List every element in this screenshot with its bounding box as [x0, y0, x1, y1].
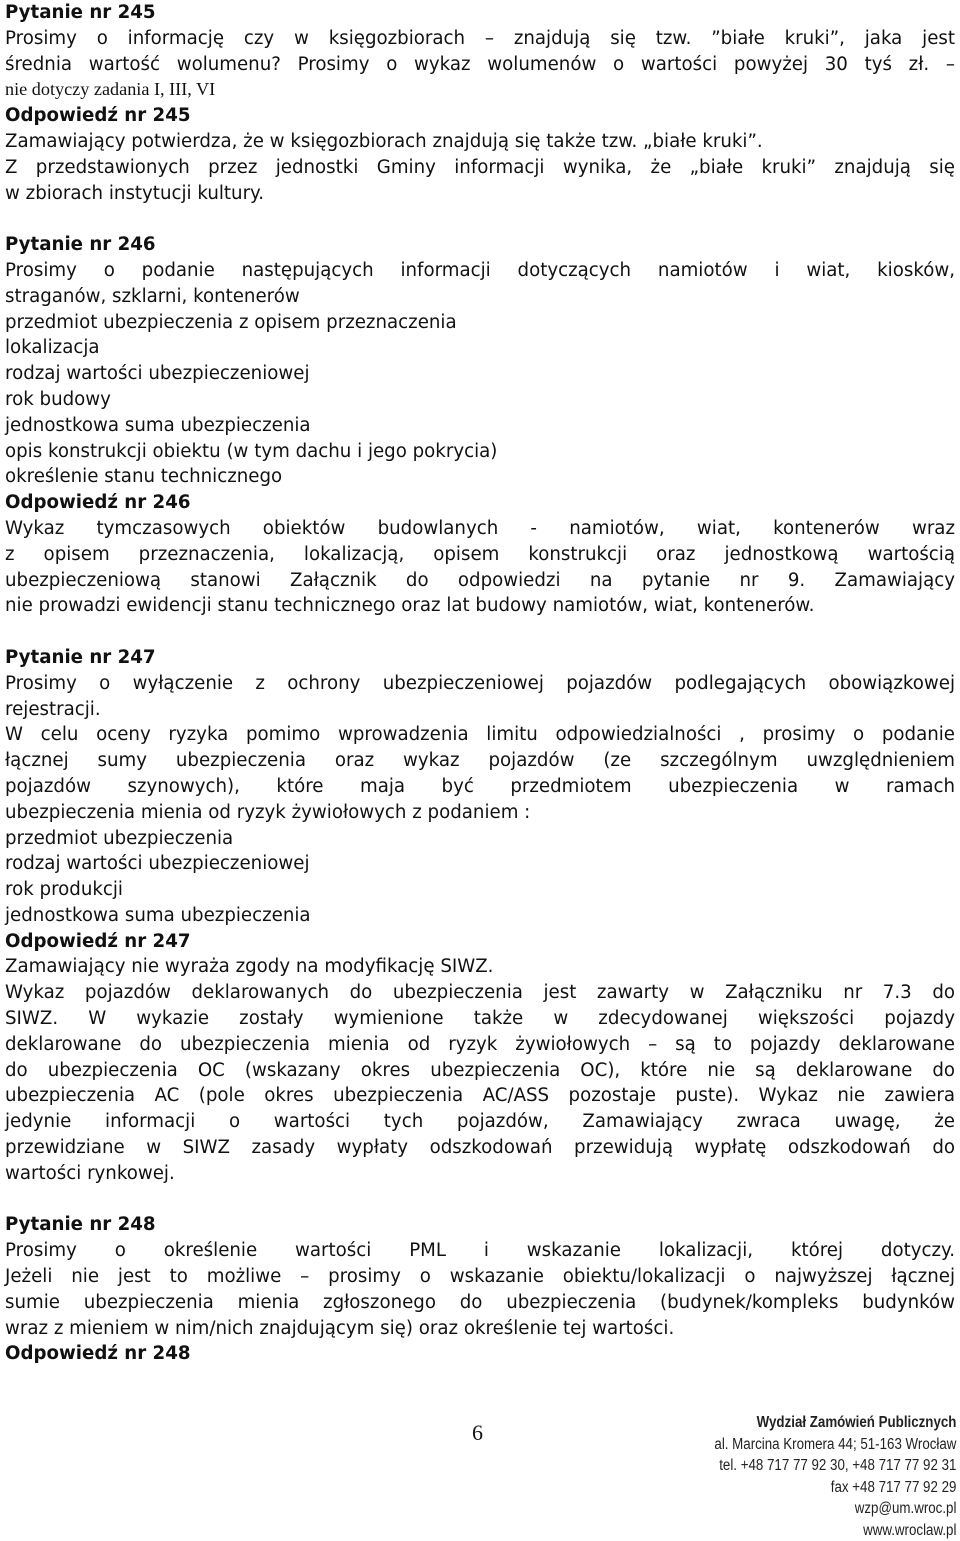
- question-title: Pytanie nr 248: [5, 1214, 156, 1236]
- question-title: Pytanie nr 246: [5, 234, 156, 256]
- answer-text-line: z opisem przeznaczenia, lokalizacją, opisem konstrukcji oraz jednostkową wartością: [5, 543, 955, 565]
- question-text-line: Prosimy o wyłączenie z ochrony ubezpieczeniowej pojazdów podlegających obowiązkowej: [5, 672, 955, 694]
- question-text-line: pojazdów szynowych), które maja być przedmiotem ubezpieczenia w ramach: [5, 775, 955, 797]
- question-text-line: lokalizacja: [5, 337, 100, 359]
- answer-text-line: deklarowane do ubezpieczenia mienia od ryzyk żywiołowych – są to pojazdy deklarowane: [5, 1033, 955, 1055]
- answer-text-line: Wykaz tymczasowych obiektów budowlanych - namiotów, wiat, kontenerów wraz: [5, 517, 955, 539]
- phone-numbers: tel. +48 717 77 92 30, +48 717 77 92 31: [718, 1457, 956, 1474]
- answer-title: Odpowiedź nr 245: [5, 105, 191, 127]
- answer-text-line: ubezpieczenia AC (pole okres ubezpieczenia AC/ASS pozostaje puste). Wykaz nie zawiera: [5, 1085, 955, 1107]
- question-text-line: Prosimy o informację czy w księgozbiorach – znajdują się tzw. ”białe kruki”, jaka jest: [5, 27, 955, 49]
- page-number: 6: [472, 1420, 483, 1445]
- question-text-line: opis konstrukcji obiektu (w tym dachu i jego pokrycia): [5, 440, 498, 462]
- question-text-line: określenie stanu technicznego: [5, 466, 283, 488]
- qa-section: [5, 645, 955, 1187]
- answer-text-line: Zamawiający nie wyraża zgody na modyfikację SIWZ.: [5, 956, 494, 978]
- answer-text-line: w zbiorach instytucji kultury.: [5, 182, 264, 204]
- answer-text-line: jedynie informacji o wartości tych pojazdów, Zamawiający zwraca uwagę, że: [5, 1111, 955, 1133]
- department-name: Wydział Zamówień Publicznych: [756, 1414, 956, 1431]
- section-spacer: [5, 619, 955, 645]
- email-address: wzp@um.wroc.pl: [854, 1500, 956, 1517]
- answer-text-line: wartości rynkowej.: [5, 1162, 175, 1184]
- question-text-line: średnia wartość wolumenu? Prosimy o wykaz wolumenów o wartości powyżej 30 tyś zł. –: [5, 53, 955, 75]
- question-text-line: rodzaj wartości ubezpieczeniowej: [5, 363, 310, 385]
- question-text-line: wraz z mieniem w nim/nich znajdującym się) oraz określenie tej wartości.: [5, 1317, 675, 1339]
- question-text-line: rejestracji.: [5, 698, 101, 720]
- question-text-line: Prosimy o określenie wartości PML i wskazanie lokalizacji, której dotyczy.: [5, 1240, 955, 1262]
- question-text-line: straganów, szklarni, kontenerów: [5, 285, 300, 307]
- section-spacer: [5, 1187, 955, 1213]
- question-text-line: Prosimy o podanie następujących informacji dotyczących namiotów i wiat, kiosków,: [5, 259, 955, 281]
- question-text-line: przedmiot ubezpieczenia z opisem przeznaczenia: [5, 311, 457, 333]
- question-text-line: łącznej sumy ubezpieczenia oraz wykaz pojazdów (ze szczególnym uwzględnieniem: [5, 750, 955, 772]
- answer-text-line: nie prowadzi ewidencji stanu technicznego oraz lat budowy namiotów, wiat, kontenerów.: [5, 595, 815, 617]
- document-content: [5, 0, 955, 1367]
- qa-section: [5, 1212, 955, 1367]
- question-text-line: rok produkcji: [5, 879, 123, 901]
- section-spacer: [5, 206, 955, 232]
- qa-section: [5, 0, 955, 206]
- question-text-line: rodzaj wartości ubezpieczeniowej: [5, 853, 310, 875]
- question-text-line: nie dotyczy zadania I, III, VI: [5, 79, 216, 100]
- fax-number: fax +48 717 77 92 29: [830, 1478, 956, 1496]
- address: al. Marcina Kromera 44; 51-163 Wrocław: [713, 1435, 956, 1453]
- question-text-line: W celu oceny ryzyka pomimo wprowadzenia limitu odpowiedzialności , prosimy o podanie: [5, 724, 955, 746]
- question-title: Pytanie nr 247: [5, 646, 156, 668]
- answer-title: Odpowiedź nr 248: [5, 1343, 191, 1365]
- question-text-line: rok budowy: [5, 388, 111, 410]
- answer-text-line: ubezpieczeniową stanowi Załącznik do odpowiedzi na pytanie nr 9. Zamawiający: [5, 569, 955, 591]
- contact-block: [714, 1412, 956, 1541]
- page-footer: [0, 1410, 960, 1541]
- answer-text-line: Z przedstawionych przez jednostki Gminy informacji wynika, że „białe kruki” znajdują się: [5, 156, 955, 178]
- qa-section: [5, 232, 955, 619]
- answer-text-line: Zamawiający potwierdza, że w księgozbiorach znajdują się także tzw. „białe kruki”.: [5, 130, 763, 152]
- website-address: www.wroclaw.pl: [862, 1521, 956, 1539]
- answer-text-line: do ubezpieczenia OC (wskazany okres ubezpieczenia OC), które nie są deklarowane do: [5, 1059, 955, 1081]
- question-text-line: sumie ubezpieczenia mienia zgłoszonego do ubezpieczenia (budynek/kompleks budynków: [5, 1291, 955, 1313]
- question-title: Pytanie nr 245: [5, 2, 156, 23]
- question-text-line: przedmiot ubezpieczenia: [5, 827, 234, 849]
- question-text-line: jednostkowa suma ubezpieczenia: [5, 904, 311, 926]
- question-text-line: jednostkowa suma ubezpieczenia: [5, 414, 311, 436]
- question-text-line: ubezpieczenia mienia od ryzyk żywiołowych z podaniem :: [5, 801, 531, 823]
- answer-title: Odpowiedź nr 246: [5, 492, 191, 514]
- answer-text-line: Wykaz pojazdów deklarowanych do ubezpieczenia jest zawarty w Załączniku nr 7.3 do: [5, 982, 955, 1004]
- question-text-line: Jeżeli nie jest to możliwe – prosimy o wskazanie obiektu/lokalizacji o najwyższej łącznej: [5, 1266, 955, 1288]
- answer-text-line: przewidziane w SIWZ zasady wypłaty odszkodowań przewidują wypłatę odszkodowań do: [5, 1137, 955, 1159]
- document-page: [5, 0, 955, 1367]
- answer-title: Odpowiedź nr 247: [5, 930, 191, 952]
- answer-text-line: SIWZ. W wykazie zostały wymienione także w zdecydowanej większości pojazdy: [5, 1008, 955, 1030]
